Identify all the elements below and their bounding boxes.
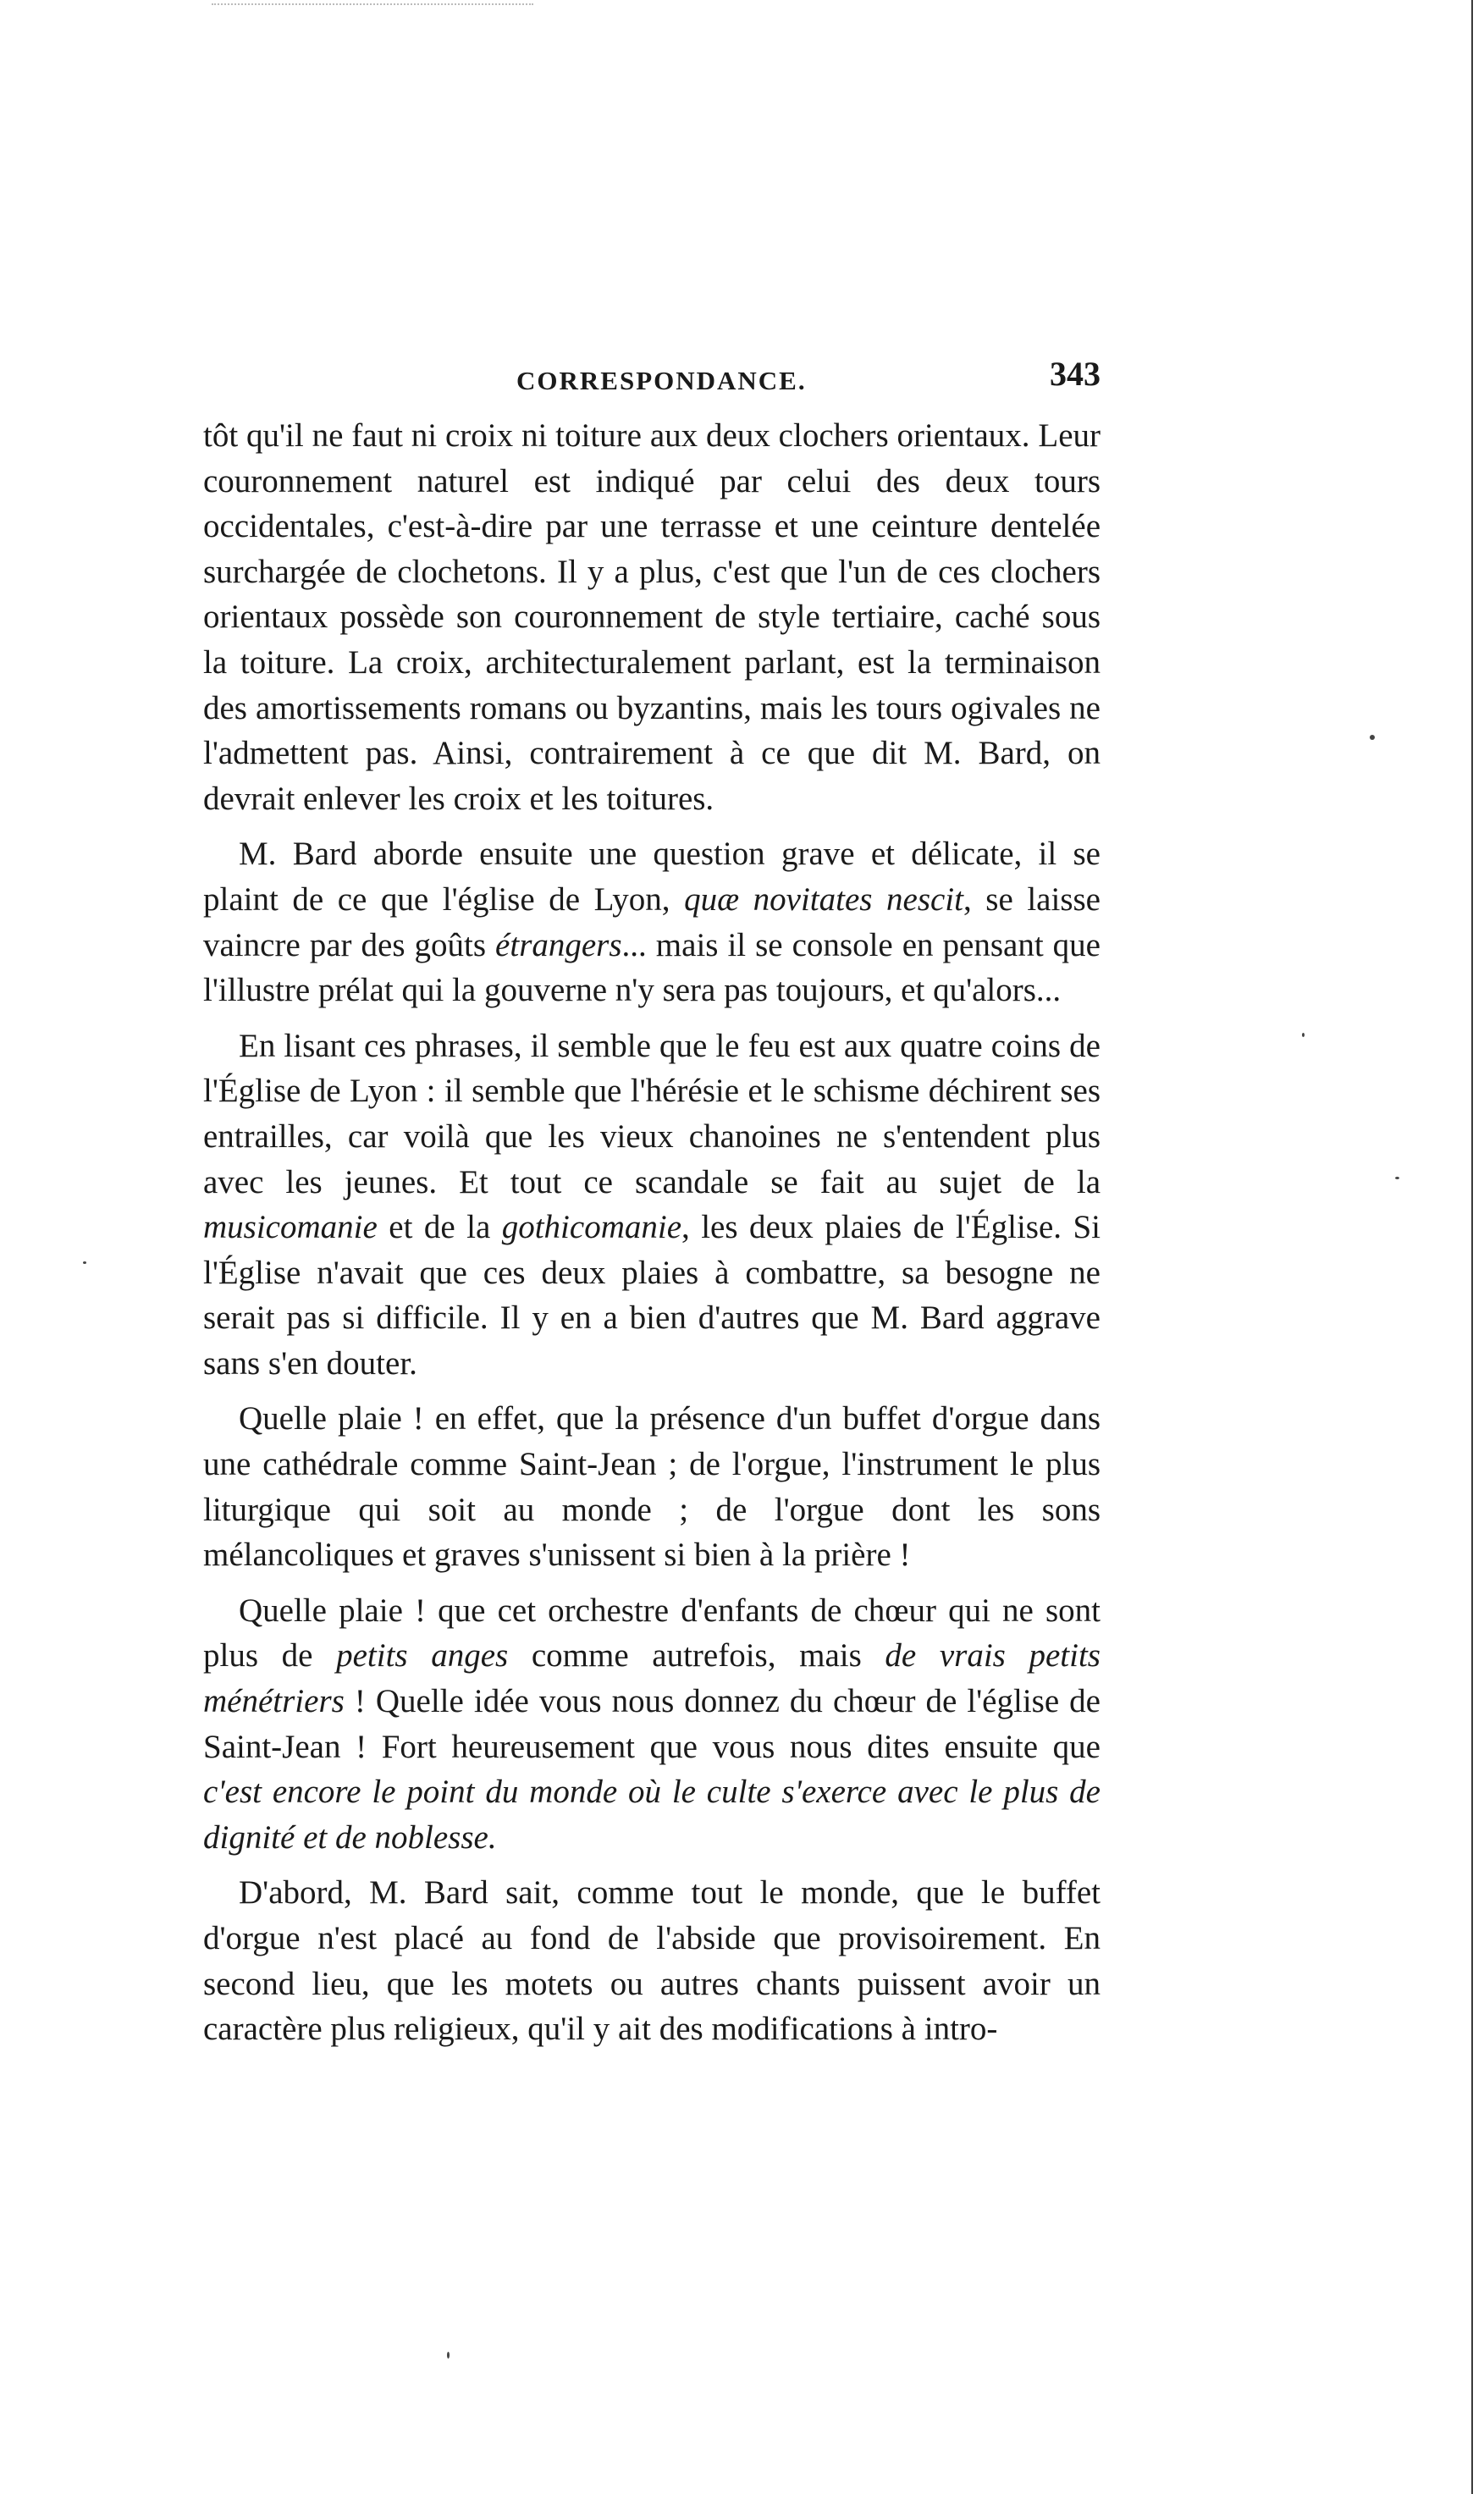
text-run: M. Bard aborde ensuite une question grave et délicate, il se plaint de ce que l'église de Lyon, xyxy=(203,836,1101,918)
italic-text: gothicomanie xyxy=(501,1209,682,1246)
page-number: 343 xyxy=(1050,355,1101,393)
running-head: CORRESPONDANCE. xyxy=(516,366,807,395)
scan-artifact xyxy=(212,3,533,8)
text-run: En lisant ces phrases, il semble que le feu est aux quatre coins de l'Église de Lyon : il semble que l'hérésie et le schisme déchirent ses entrailles, car voilà que les vieux chanoines ne s'entendent plus avec les jeunes. Et tout ce scandale se fait au sujet de la xyxy=(203,1027,1101,1200)
paragraph xyxy=(203,1588,1101,1861)
italic-text: c'est encore le point du monde où le culte s'exerce avec le plus de dignité et de noblesse. xyxy=(203,1774,1101,1856)
paragraph xyxy=(203,1870,1101,2051)
body-text xyxy=(203,413,1101,2052)
text-run: D'abord, M. Bard sait, comme tout le monde, que le buffet d'orgue n'est placé au fond de l'abside que provisoirement. En second lieu, que les motets ou autres chants puissent avoir un caractère plus religieux, qu'il y ait des modifications à intro- xyxy=(203,1874,1101,2048)
scan-speck xyxy=(1370,735,1375,740)
italic-text: quæ novitates nescit xyxy=(684,880,963,918)
text-run: Quelle plaie ! en effet, que la présence d'un buffet d'orgue dans une cathédrale comme Saint-Jean ; de l'orgue, l'instrument le plus liturgique qui soit au monde ; de l'orgue dont les sons mélancoliques et graves s'unissent si bien à la prière ! xyxy=(203,1400,1101,1574)
italic-text: de vrais petits ménétriers xyxy=(203,1637,1101,1720)
scan-speck xyxy=(1302,1033,1305,1037)
page-edge-line xyxy=(1471,0,1473,2494)
italic-text: étrangers xyxy=(495,926,622,963)
paragraph xyxy=(203,831,1101,1012)
text-run: et de la xyxy=(377,1209,502,1246)
text-run: Quelle plaie ! que cet orchestre d'enfants de chœur qui ne sont plus de xyxy=(203,1592,1101,1675)
text-run: tôt qu'il ne faut ni croix ni toiture aux deux clochers orientaux. Leur couronnement naturel est indiqué par celui des deux tours occidentales, c'est-à-dire par une terrasse et une ceinture dentelée surchargée de clochetons. Il y a plus, c'est que l'un de ces clochers orientaux possède son couronnement de style tertiaire, caché sous la toiture. La croix, architecturalement parlant, est la terminaison des amortissements romans ou byzantins, mais les tours ogivales ne l'admettent pas. Ainsi, contrairement à ce que dit M. Bard, on devrait enlever les croix et les toitures. xyxy=(203,417,1101,817)
text-run: comme autrefois, mais xyxy=(508,1637,885,1675)
paragraph xyxy=(203,413,1101,821)
italic-text: petits anges xyxy=(336,1637,509,1675)
text-run: ! Quelle idée vous nous donnez du chœur de l'église de Saint-Jean ! Fort heureusement que vous nous dites ensuite que xyxy=(203,1683,1101,1765)
scan-speck xyxy=(447,2352,450,2359)
page-header xyxy=(203,354,1101,405)
paragraph xyxy=(203,1396,1101,1577)
text-run: , les deux plaies de l'Église. Si l'Église n'avait que ces deux plaies à combattre, sa besogne ne serait pas si difficile. Il y en a bien d'autres que M. Bard aggrave sans s'en douter. xyxy=(203,1209,1101,1382)
text-run: ... mais il se console en pensant que l'illustre prélat qui la gouverne n'y sera pas toujours, et qu'alors... xyxy=(203,926,1101,1009)
italic-text: musicomanie xyxy=(203,1209,378,1246)
scan-speck xyxy=(1395,1177,1399,1179)
text-run: , se laisse vaincre par des goûts xyxy=(203,880,1101,963)
scan-speck xyxy=(83,1261,86,1264)
paragraph xyxy=(203,1024,1101,1387)
